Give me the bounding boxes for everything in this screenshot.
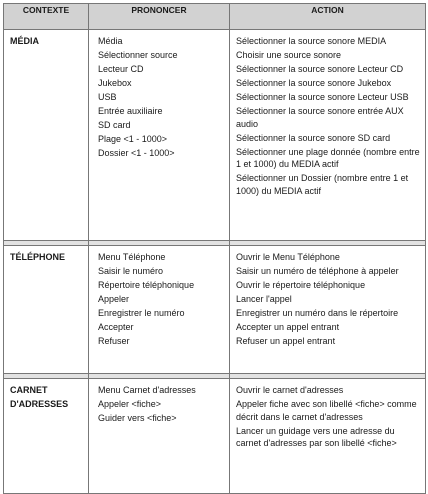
- pronounce-item: Répertoire téléphonique: [98, 280, 195, 290]
- action-item: Choisir une source sonore: [236, 50, 342, 60]
- pronounce-cell-media: [89, 30, 230, 241]
- pronounce-item: Accepter: [98, 322, 134, 332]
- action-cell-carnet: [230, 379, 426, 494]
- action-item: Refuser un appel entrant: [236, 336, 336, 346]
- action-item: Sélectionner la source sonore Lecteur CD: [236, 64, 404, 74]
- section-row-media: [4, 30, 426, 241]
- action-cell-telephone: [230, 246, 426, 374]
- pronounce-item: Guider vers <fiche>: [98, 413, 177, 423]
- pronounce-item: Entrée auxiliaire: [98, 106, 163, 116]
- pronounce-item: Dossier <1 - 1000>: [98, 148, 175, 158]
- action-item: Sélectionner une plage donnée (nombre entre 1 et 1000) du MEDIA actif: [236, 146, 420, 169]
- header-context: CONTEXTE: [4, 4, 89, 30]
- section-row-telephone: [4, 246, 426, 374]
- pronounce-item: Lecteur CD: [98, 64, 144, 74]
- pronounce-cell-telephone: [89, 246, 230, 374]
- context-media: MÉDIA: [4, 30, 89, 241]
- action-item: Ouvrir le répertoire téléphonique: [236, 280, 366, 290]
- pronounce-item: Jukebox: [98, 78, 132, 88]
- pronounce-item: Menu Carnet d'adresses: [98, 385, 196, 395]
- pronounce-item: Média: [98, 36, 123, 46]
- context-line: CARNET: [10, 385, 48, 395]
- pronounce-item: Refuser: [98, 336, 130, 346]
- action-item: Sélectionner la source sonore Jukebox: [236, 78, 392, 88]
- action-cell-media: [230, 30, 426, 241]
- pronounce-item: Saisir le numéro: [98, 266, 164, 276]
- action-item: Sélectionner la source sonore SD card: [236, 132, 391, 143]
- action-item: Appeler fiche avec son libellé <fiche> comme décrit dans le carnet d'adresses: [236, 399, 417, 422]
- action-item: Lancer un guidage vers une adresse du carnet d'adresses par son libellé <fiche>: [236, 425, 397, 448]
- action-item: Enregistrer un numéro dans le répertoire: [236, 308, 399, 318]
- action-item: Accepter un appel entrant: [236, 322, 340, 332]
- action-item: Sélectionner la source sonore entrée AUX audio: [236, 106, 404, 129]
- header-action: ACTION: [230, 4, 426, 30]
- context-telephone: TÉLÉPHONE: [4, 246, 89, 374]
- pronounce-cell-carnet: [89, 379, 230, 494]
- pronounce-item: SD card: [98, 120, 131, 130]
- action-item: Sélectionner un Dossier (nombre entre 1 et 1000) du MEDIA actif: [236, 173, 409, 196]
- header-row: [4, 4, 426, 30]
- section-row-carnet: [4, 379, 426, 494]
- pronounce-item: Appeler <fiche>: [98, 399, 162, 409]
- context-carnet: [4, 379, 89, 494]
- pronounce-item: Enregistrer le numéro: [98, 308, 185, 318]
- context-line: D'ADRESSES: [10, 399, 69, 409]
- header-pronounce: PRONONCER: [89, 4, 230, 30]
- pronounce-item: Sélectionner source: [98, 50, 178, 60]
- action-item: Sélectionner la source sonore MEDIA: [236, 36, 387, 46]
- action-item: Saisir un numéro de téléphone à appeler: [236, 266, 399, 276]
- action-item: Ouvrir le carnet d'adresses: [236, 385, 344, 395]
- pronounce-item: Menu Téléphone: [98, 252, 166, 262]
- pronounce-item: Plage <1 - 1000>: [98, 134, 168, 144]
- pronounce-item: Appeler: [98, 294, 130, 304]
- action-item: Lancer l'appel: [236, 294, 292, 304]
- pronounce-item: USB: [98, 92, 117, 102]
- action-item: Sélectionner la source sonore Lecteur USB: [236, 92, 409, 102]
- action-item: Ouvrir le Menu Téléphone: [236, 252, 340, 262]
- voice-commands-table: [3, 3, 426, 494]
